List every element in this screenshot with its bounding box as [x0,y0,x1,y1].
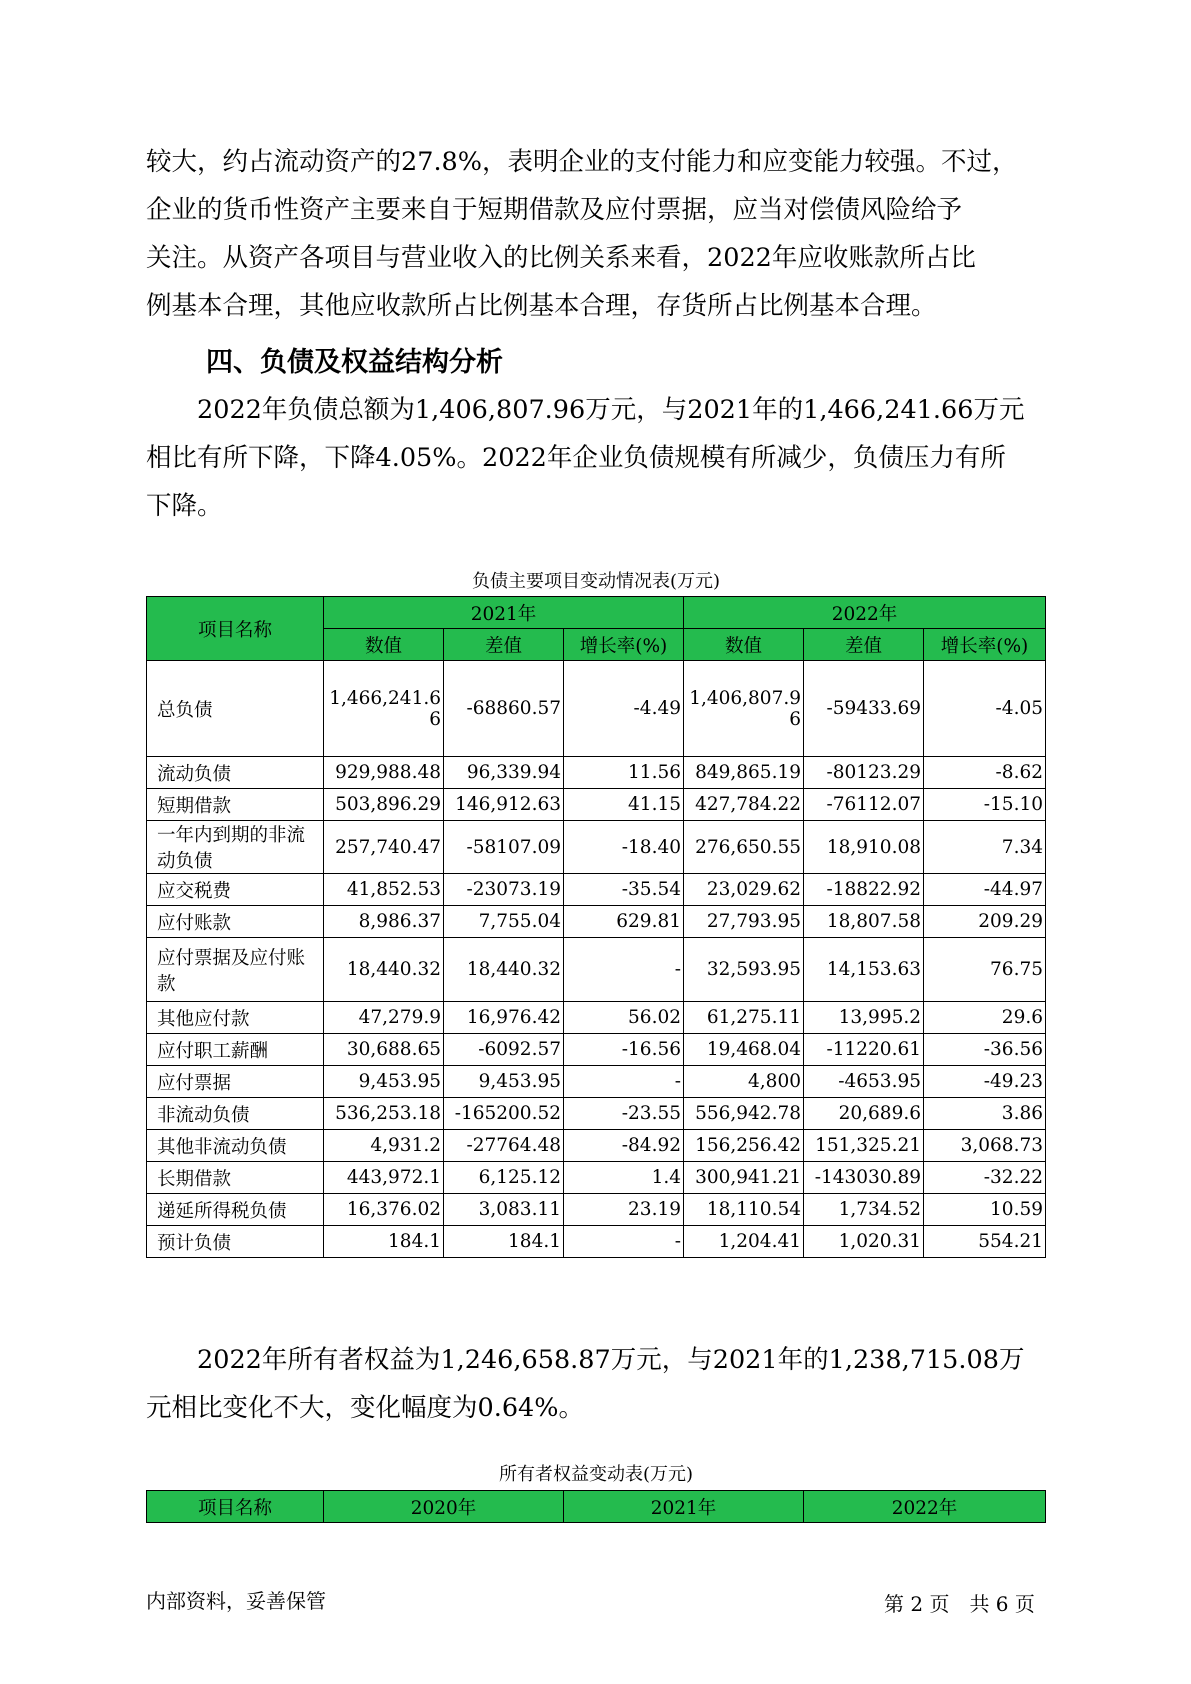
row-value-cell: -11220.61 [804,1034,924,1066]
row-item-name: 短期借款 [147,789,324,821]
equity-paragraph [146,1336,1046,1432]
row-value-cell: 32,593.95 [684,938,804,1002]
footer-page-number: 第 2 页 共 6 页 [884,1592,1035,1616]
row-value-cell: 184.1 [324,1226,444,1258]
row-value-cell: 19,468.04 [684,1034,804,1066]
row-value-cell: 209.29 [924,906,1046,938]
row-value-cell: 18,440.32 [324,938,444,1002]
row-value-cell: -32.22 [924,1162,1046,1194]
table-row [147,661,1046,757]
row-value-cell: 7.34 [924,821,1046,874]
row-value-cell: 23.19 [564,1194,684,1226]
subheader-growth: 增长率(%) [924,629,1046,661]
equity-table-caption: 所有者权益变动表(万元) [498,1464,694,1485]
row-value-cell: 11.56 [564,757,684,789]
row-value-cell: 96,339.94 [444,757,564,789]
row-value-cell: 629.81 [564,906,684,938]
intro-line: 企业的货币性资产主要来自于短期借款及应付票据，应当对偿债风险给予 [146,195,963,225]
header-year-2021: 2021年 [324,597,684,629]
row-item-name: 一年内到期的非流动负债 [147,821,324,874]
row-value-cell: 1,466,241.66 [324,661,444,757]
row-value-cell: 3,068.73 [924,1130,1046,1162]
row-item-name: 应付账款 [147,906,324,938]
row-item-name: 其他应付款 [147,1002,324,1034]
row-value-cell: -16.56 [564,1034,684,1066]
row-value-cell: -35.54 [564,874,684,906]
row-value-cell: 18,440.32 [444,938,564,1002]
table-row [147,1034,1046,1066]
row-value-cell: 9,453.95 [444,1066,564,1098]
row-value-cell: 16,376.02 [324,1194,444,1226]
row-value-cell: 20,689.6 [804,1098,924,1130]
row-item-name: 其他非流动负债 [147,1130,324,1162]
row-item-name: 长期借款 [147,1162,324,1194]
row-value-cell: -4.49 [564,661,684,757]
row-value-cell: 184.1 [444,1226,564,1258]
row-value-cell: 8,986.37 [324,906,444,938]
table-row [147,1066,1046,1098]
equity-header-item: 项目名称 [147,1491,324,1523]
row-value-cell: -4.05 [924,661,1046,757]
equity-header-2021: 2021年 [564,1491,804,1523]
row-value-cell: -18822.92 [804,874,924,906]
row-value-cell: 257,740.47 [324,821,444,874]
row-value-cell: 47,279.9 [324,1002,444,1034]
row-value-cell: 23,029.62 [684,874,804,906]
row-item-name: 应交税费 [147,874,324,906]
row-value-cell: 1,204.41 [684,1226,804,1258]
row-value-cell: 30,688.65 [324,1034,444,1066]
intro-line: 关注。从资产各项目与营业收入的比例关系来看，2022年应收账款所占比 [146,243,976,273]
equity-line: 2022年所有者权益为1,246,658.87万元，与2021年的1,238,715.08万 [146,1345,1025,1375]
row-value-cell: 536,253.18 [324,1098,444,1130]
row-value-cell: 18,910.08 [804,821,924,874]
row-value-cell: 276,650.55 [684,821,804,874]
equity-line: 元相比变化不大，变化幅度为0.64%。 [146,1393,585,1423]
row-value-cell: 554.21 [924,1226,1046,1258]
intro-line: 例基本合理，其他应收款所占比例基本合理，存货所占比例基本合理。 [146,291,937,321]
row-value-cell: 1,406,807.96 [684,661,804,757]
row-value-cell: 3,083.11 [444,1194,564,1226]
subheader-diff: 差值 [444,629,564,661]
row-value-cell: -36.56 [924,1034,1046,1066]
row-value-cell: 1,734.52 [804,1194,924,1226]
header-item-name: 项目名称 [147,597,324,661]
liability-line: 2022年负债总额为1,406,807.96万元，与2021年的1,466,241.66万元 [146,395,1025,425]
row-value-cell: -58107.09 [444,821,564,874]
subheader-value: 数值 [324,629,444,661]
table-row [147,821,1046,874]
table-row [147,1002,1046,1034]
row-value-cell: -18.40 [564,821,684,874]
row-value-cell: 3.86 [924,1098,1046,1130]
row-item-name: 递延所得税负债 [147,1194,324,1226]
row-value-cell: 13,995.2 [804,1002,924,1034]
row-value-cell: -23073.19 [444,874,564,906]
row-item-name: 流动负债 [147,757,324,789]
row-value-cell: -27764.48 [444,1130,564,1162]
row-value-cell: 1,020.31 [804,1226,924,1258]
row-value-cell: 76.75 [924,938,1046,1002]
row-value-cell: 427,784.22 [684,789,804,821]
table-row [147,757,1046,789]
row-value-cell: -6092.57 [444,1034,564,1066]
row-value-cell: 14,153.63 [804,938,924,1002]
row-value-cell: - [564,1066,684,1098]
row-value-cell: 300,941.21 [684,1162,804,1194]
row-item-name: 应付票据 [147,1066,324,1098]
table-row [147,938,1046,1002]
intro-paragraph [146,138,1046,330]
row-value-cell: 151,325.21 [804,1130,924,1162]
row-item-name: 应付票据及应付账款 [147,938,324,1002]
liability-table-caption: 负债主要项目变动情况表(万元) [471,571,721,592]
row-value-cell: -8.62 [924,757,1046,789]
header-year-2022: 2022年 [684,597,1046,629]
table-row [147,1162,1046,1194]
row-value-cell: -143030.89 [804,1162,924,1194]
row-value-cell: 27,793.95 [684,906,804,938]
table-row [147,789,1046,821]
row-value-cell: 849,865.19 [684,757,804,789]
row-value-cell: 41,852.53 [324,874,444,906]
row-value-cell: -80123.29 [804,757,924,789]
row-value-cell: 10.59 [924,1194,1046,1226]
liability-line: 下降。 [146,491,223,521]
row-value-cell: 16,976.42 [444,1002,564,1034]
row-value-cell: -59433.69 [804,661,924,757]
row-value-cell: - [564,1226,684,1258]
row-value-cell: -165200.52 [444,1098,564,1130]
row-value-cell: -49.23 [924,1066,1046,1098]
row-value-cell: 9,453.95 [324,1066,444,1098]
row-value-cell: 56.02 [564,1002,684,1034]
row-item-name: 非流动负债 [147,1098,324,1130]
row-item-name: 应付职工薪酬 [147,1034,324,1066]
row-item-name: 总负债 [147,661,324,757]
row-value-cell: 443,972.1 [324,1162,444,1194]
row-value-cell: 156,256.42 [684,1130,804,1162]
row-value-cell: 7,755.04 [444,906,564,938]
row-value-cell: 18,110.54 [684,1194,804,1226]
table-row [147,1226,1046,1258]
row-value-cell: 61,275.11 [684,1002,804,1034]
equity-header-2020: 2020年 [324,1491,564,1523]
row-value-cell: 4,800 [684,1066,804,1098]
row-value-cell: 929,988.48 [324,757,444,789]
row-item-name: 预计负债 [147,1226,324,1258]
table-row [147,1194,1046,1226]
subheader-growth: 增长率(%) [564,629,684,661]
row-value-cell: -44.97 [924,874,1046,906]
row-value-cell: -84.92 [564,1130,684,1162]
row-value-cell: -68860.57 [444,661,564,757]
liability-line: 相比有所下降，下降4.05%。2022年企业负债规模有所减少，负债压力有所 [146,443,1006,473]
row-value-cell: 556,942.78 [684,1098,804,1130]
section-heading: 四、负债及权益结构分析 [206,347,503,378]
row-value-cell: 1.4 [564,1162,684,1194]
row-value-cell: 503,896.29 [324,789,444,821]
row-value-cell: -23.55 [564,1098,684,1130]
liability-table [146,596,1046,1258]
table-row [147,1098,1046,1130]
row-value-cell: - [564,938,684,1002]
liability-paragraph [146,386,1046,530]
subheader-value: 数值 [684,629,804,661]
equity-table [146,1490,1046,1523]
row-value-cell: -76112.07 [804,789,924,821]
row-value-cell: 18,807.58 [804,906,924,938]
row-value-cell: 29.6 [924,1002,1046,1034]
footer-confidential-note: 内部资料，妥善保管 [146,1589,326,1613]
table-row [147,906,1046,938]
equity-header-2022: 2022年 [804,1491,1046,1523]
row-value-cell: -4653.95 [804,1066,924,1098]
intro-line: 较大，约占流动资产的27.8%，表明企业的支付能力和应变能力较强。不过， [146,147,1018,177]
table-row [147,1130,1046,1162]
subheader-diff: 差值 [804,629,924,661]
row-value-cell: 4,931.2 [324,1130,444,1162]
row-value-cell: 6,125.12 [444,1162,564,1194]
row-value-cell: 146,912.63 [444,789,564,821]
row-value-cell: 41.15 [564,789,684,821]
table-row [147,874,1046,906]
row-value-cell: -15.10 [924,789,1046,821]
